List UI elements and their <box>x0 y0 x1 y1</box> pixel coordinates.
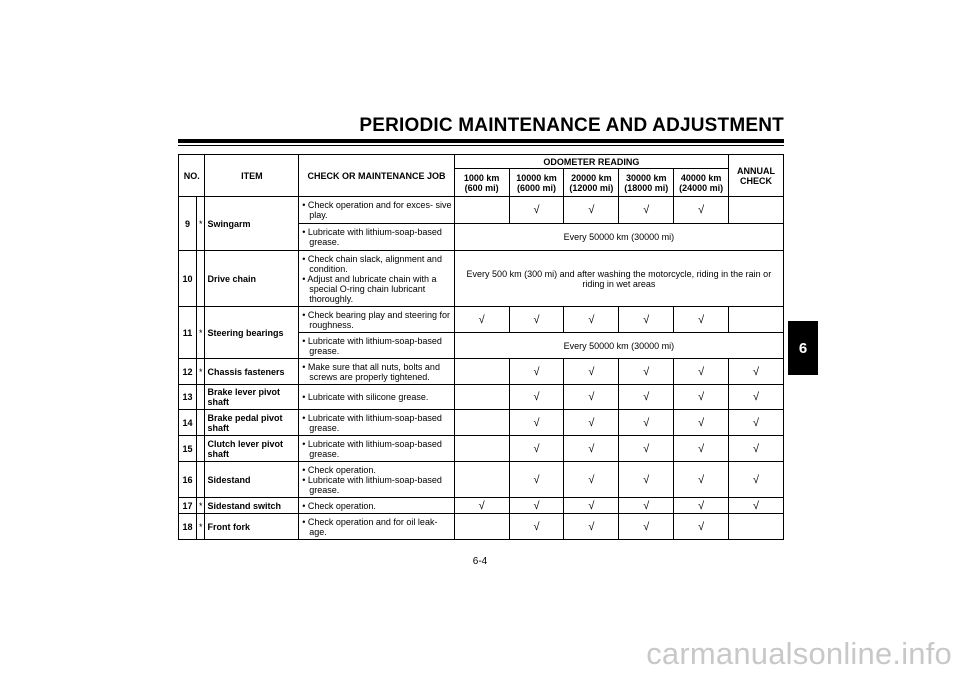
check-cell: √ <box>564 514 619 540</box>
row-star <box>196 410 205 436</box>
check-cell: √ <box>674 498 729 514</box>
check-cell: √ <box>674 359 729 385</box>
row-job: • Lubricate with lithium-soap-based grease. <box>299 333 455 359</box>
chapter-tab: 6 <box>788 321 818 375</box>
check-cell <box>454 462 509 498</box>
page-title: PERIODIC MAINTENANCE AND ADJUSTMENT <box>359 115 784 136</box>
check-cell: √ <box>674 385 729 410</box>
table-row <box>179 307 784 333</box>
check-cell: √ <box>729 462 784 498</box>
check-cell: √ <box>729 436 784 462</box>
check-cell: √ <box>729 359 784 385</box>
row-item: Brake pedal pivot shaft <box>205 410 299 436</box>
check-cell: √ <box>454 498 509 514</box>
check-cell: √ <box>564 436 619 462</box>
table-row <box>179 410 784 436</box>
interval-span: Every 500 km (300 mi) and after washing the motorcycle, riding in the rain or riding in wet areas <box>454 251 783 307</box>
row-item: Steering bearings <box>205 307 299 359</box>
row-job: • Check operation. • Lubricate with lithium-soap-based grease. <box>299 462 455 498</box>
check-cell: √ <box>729 385 784 410</box>
row-number: 9 <box>179 197 197 251</box>
check-cell: √ <box>674 436 729 462</box>
header-item: ITEM <box>205 155 299 197</box>
check-cell: √ <box>674 462 729 498</box>
row-star: * <box>196 514 205 540</box>
page-number: 6-4 <box>472 556 488 567</box>
table-row <box>179 385 784 410</box>
check-cell <box>454 197 509 224</box>
row-star: * <box>196 359 205 385</box>
row-number: 16 <box>179 462 197 498</box>
check-cell: √ <box>564 359 619 385</box>
check-cell <box>729 197 784 224</box>
check-cell: √ <box>674 410 729 436</box>
check-cell: √ <box>619 197 674 224</box>
check-cell <box>729 307 784 333</box>
check-cell: √ <box>619 385 674 410</box>
interval-span: Every 50000 km (30000 mi) <box>454 224 783 251</box>
row-star <box>196 385 205 410</box>
row-number: 15 <box>179 436 197 462</box>
row-job: • Make sure that all nuts, bolts and screws are properly tightened. <box>299 359 455 385</box>
row-job: • Lubricate with silicone grease. <box>299 385 455 410</box>
check-cell: √ <box>729 498 784 514</box>
check-cell: √ <box>509 410 564 436</box>
check-cell: √ <box>674 307 729 333</box>
row-job: • Lubricate with lithium-soap-based grease. <box>299 436 455 462</box>
title-rule <box>178 139 784 143</box>
header-annual: ANNUAL CHECK <box>729 155 784 197</box>
row-job: • Check operation and for oil leak- age. <box>299 514 455 540</box>
row-number: 14 <box>179 410 197 436</box>
check-cell: √ <box>619 359 674 385</box>
check-cell: √ <box>509 385 564 410</box>
row-star: * <box>196 498 205 514</box>
row-star <box>196 462 205 498</box>
check-cell: √ <box>454 307 509 333</box>
row-number: 10 <box>179 251 197 307</box>
header-odometer: ODOMETER READING <box>454 155 728 169</box>
header-job: CHECK OR MAINTENANCE JOB <box>299 155 455 197</box>
watermark: carmanualsonline.info <box>646 636 952 671</box>
check-cell: √ <box>564 307 619 333</box>
check-cell: √ <box>509 307 564 333</box>
check-cell: √ <box>564 462 619 498</box>
header-interval: 20000 km (12000 mi) <box>564 169 619 197</box>
check-cell <box>729 514 784 540</box>
check-cell: √ <box>509 462 564 498</box>
check-cell: √ <box>729 410 784 436</box>
check-cell: √ <box>509 436 564 462</box>
row-item: Clutch lever pivot shaft <box>205 436 299 462</box>
table-row <box>179 462 784 498</box>
check-cell <box>454 359 509 385</box>
row-number: 12 <box>179 359 197 385</box>
table-row <box>179 498 784 514</box>
check-cell: √ <box>619 307 674 333</box>
row-item: Drive chain <box>205 251 299 307</box>
row-number: 17 <box>179 498 197 514</box>
check-cell: √ <box>674 514 729 540</box>
row-item: Swingarm <box>205 197 299 251</box>
table-row <box>179 514 784 540</box>
check-cell: √ <box>674 197 729 224</box>
row-number: 13 <box>179 385 197 410</box>
check-cell: √ <box>509 498 564 514</box>
check-cell: √ <box>509 514 564 540</box>
table-row <box>179 359 784 385</box>
row-job: • Check bearing play and steering for roughness. <box>299 307 455 333</box>
row-item: Front fork <box>205 514 299 540</box>
title-rule-thin <box>178 145 784 146</box>
row-item: Sidestand switch <box>205 498 299 514</box>
check-cell: √ <box>509 359 564 385</box>
row-job: • Check chain slack, alignment and condition. • Adjust and lubricate chain with a special O-ring chain lubricant thoroughly. <box>299 251 455 307</box>
check-cell: √ <box>619 498 674 514</box>
row-job: • Check operation. <box>299 498 455 514</box>
check-cell: √ <box>564 498 619 514</box>
check-cell: √ <box>619 410 674 436</box>
check-cell: √ <box>619 436 674 462</box>
row-item: Brake lever pivot shaft <box>205 385 299 410</box>
row-item: Chassis fasteners <box>205 359 299 385</box>
table-row <box>179 197 784 224</box>
header-interval: 10000 km (6000 mi) <box>509 169 564 197</box>
header-interval: 40000 km (24000 mi) <box>674 169 729 197</box>
row-star: * <box>196 307 205 359</box>
row-item: Sidestand <box>205 462 299 498</box>
check-cell: √ <box>619 514 674 540</box>
check-cell <box>454 385 509 410</box>
check-cell <box>454 410 509 436</box>
table-row <box>179 436 784 462</box>
row-job: • Lubricate with lithium-soap-based grease. <box>299 410 455 436</box>
check-cell: √ <box>564 410 619 436</box>
interval-span: Every 50000 km (30000 mi) <box>454 333 783 359</box>
check-cell: √ <box>564 197 619 224</box>
header-no: NO. <box>179 155 205 197</box>
row-job: • Lubricate with lithium-soap-based grease. <box>299 224 455 251</box>
header-interval: 1000 km (600 mi) <box>454 169 509 197</box>
check-cell <box>454 514 509 540</box>
header-interval: 30000 km (18000 mi) <box>619 169 674 197</box>
row-star <box>196 251 205 307</box>
check-cell: √ <box>509 197 564 224</box>
maintenance-table <box>178 154 784 540</box>
row-star: * <box>196 197 205 251</box>
check-cell: √ <box>564 385 619 410</box>
check-cell <box>454 436 509 462</box>
row-job: • Check operation and for exces- sive play. <box>299 197 455 224</box>
row-number: 18 <box>179 514 197 540</box>
row-number: 11 <box>179 307 197 359</box>
table-row <box>179 251 784 307</box>
row-star <box>196 436 205 462</box>
check-cell: √ <box>619 462 674 498</box>
